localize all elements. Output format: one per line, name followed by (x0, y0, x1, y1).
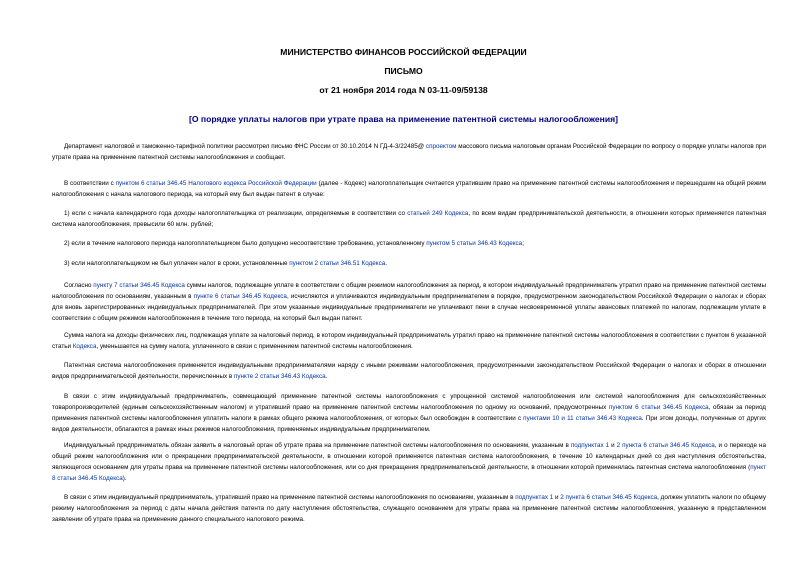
paragraph-text: . При этом доходы, полученные от других видов деятельности, облагаются в рамках иных режимов налогообложения, применяемых индивидуальным предпринимателем. (52, 415, 766, 434)
paragraph-text: (далее - Кодекс) налогоплательщик считается утратившим право на применение патентной системы налогообложения и перешедшим на общий режим налогообложения с начала налогового периода, на который ему был выдан патент в случае: (52, 180, 767, 199)
paragraph-text: , исчисляются и уплачиваются индивидуальным предпринимателем в порядке, предусмотренном законодательством Российской Федерации о налогах и сборах для вновь зарегистрированных индивидуальных предпринимателей. При этом указанные индивидуальные предприниматели не уплачивают пени в случае несвоевременной уплаты авансовых платежей по налогам, подлежащим уплате в соответствии с общим режимом налогообложения в течение того периода, на который был выдан патент. (52, 293, 766, 323)
paragraph-text: . (385, 260, 387, 267)
paragraph-text: 3) если налогоплательщиком не был уплачен налог в сроки, установленные (64, 260, 290, 267)
paragraph-text: . (325, 373, 328, 381)
document-link[interactable]: пункту 7 статьи 346.45 Кодекса (93, 282, 185, 289)
paragraph-text: В соответствии с (64, 180, 116, 187)
paragraph-condition-3 (52, 258, 766, 269)
document-link[interactable]: пункт 8 статьи 346.45 Кодекса (52, 464, 766, 483)
document-link[interactable]: пунктом 6 статьи 346.45 Налогового кодекса Российской Федерации (115, 180, 317, 187)
document-link[interactable]: пунктами 10 и 11 статьи 346.43 Кодекса (523, 415, 642, 423)
paragraph-payment-period (52, 492, 766, 525)
paragraph-text: Департамент налоговой и таможенно-тарифной политики рассмотрел письмо ФНС России от 30.10.2014 N ГД-4-3/22485@ (64, 143, 426, 150)
paragraph-notification (52, 440, 766, 484)
document-link[interactable]: подпунктах 1 (515, 494, 554, 501)
paragraph-text: , и о переходе на общий режим налогообложения или о прекращении предпринимательской деятельности, в отношении которой применяется патентная система налогообложения, в течение 10 календарных дней со дня наступления обстоятельства, являющегося основанием для утраты права на применение патентной системы налогообложения, или со дня прекращения предпринимательской деятельности, в отношении которой применялась патентная система налогообложения ( (52, 442, 766, 472)
paragraph-text: В связи с этим индивидуальный предприниматель, утративший право на применение патентной системы налогообложения по основаниям, указанным в (64, 494, 516, 501)
paragraph-text: , обязан за период применения патентной системы налогообложения уплатить налоги в рамках общего режима налогообложения, от которых был освобожден в соответствии с (52, 404, 766, 423)
paragraph-intro (52, 141, 766, 163)
paragraph-text: , должен уплатить налоги по общему режиму налогообложения за период с даты начала действия патента по дату наступления обстоятельства, служащего основанием для утраты права на применение патентной системы налогообложения, указанную в представленном заявлении об утрате права на применение данного специального налогового режима. (52, 494, 766, 524)
paragraph-loss-conditions (52, 178, 766, 200)
document-link[interactable]: пунктом 5 статьи 346.43 Кодекса (426, 240, 523, 247)
document-link[interactable]: пунктом 6 статьи 346.45 Кодекса (608, 404, 709, 412)
paragraph-text: массового письма налоговым органам Российской Федерации по вопросу о порядке уплаты налогов при утрате права на применение патентной системы налогообложения и сообщает. (52, 143, 766, 162)
paragraph-patent-system (52, 360, 766, 382)
paragraph-text: Согласно (64, 282, 94, 289)
paragraph-text: и (553, 494, 561, 501)
document-link[interactable]: спроектом (425, 143, 457, 150)
paragraph-text: В связи с этим индивидуальный предприниматель, совмещающий применение патентной системы налогообложения с упрощенной системой налогообложения или системой налогообложения для сельскохозяйственных товаропроизводителей (единым сельскохозяйственным налогом) и утративший право на применение патентной системы налогообложения по одному из оснований, предусмотренных (52, 393, 766, 412)
document-link[interactable]: 2 пункта 6 статьи 346.45 Кодекса (560, 494, 658, 501)
paragraph-tax-payment (52, 280, 766, 324)
document-link[interactable]: пунктом 2 статьи 346.51 Кодекса (289, 260, 386, 267)
paragraph-text: Сумма налога на доходы физических лиц, подлежащая уплате за налоговый период, в котором индивидуальный предприниматель утратил право на применение патентной системы налогообложения в соответствии с пунктом 6 указанной статьи (52, 332, 766, 351)
paragraph-text: ). (122, 475, 127, 483)
document-link[interactable]: 2 пункта 6 статьи 346.45 Кодекса (616, 442, 715, 449)
paragraph-condition-2 (52, 238, 766, 249)
paragraph-condition-1 (52, 208, 766, 230)
document-type-heading: ПИСЬМО (384, 66, 423, 76)
paragraph-text: , по всем видам предпринимательской деятельности, в отношении которых применяется патентная система налогообложения, превысили 60 млн. рублей; (52, 210, 767, 229)
paragraph-text: и (609, 442, 617, 449)
document-link[interactable]: пункте 6 статьи 346.45 Кодекса (193, 293, 287, 301)
document-subject: [О порядке уплаты налогов при утрате права на применение патентной системы налогообложения] (188, 114, 619, 124)
document-link[interactable]: Кодекса (72, 343, 97, 351)
paragraph-text: 2) если в течение налогового периода налогоплательщиком было допущено несоответствие требованию, установленному (64, 240, 427, 247)
paragraph-text: Патентная система налогообложения применяется индивидуальными предпринимателями наряду с иными режимами налогообложения, предусмотренными законодательством Российской Федерации о налогах и сборах в отношении видов предпринимательской деятельности, перечисленных в (52, 362, 766, 381)
document-date-number: от 21 ноября 2014 года N 03-11-09/59138 (319, 85, 488, 95)
document-link[interactable]: статьей 249 Кодекса (407, 210, 469, 217)
paragraph-text: Индивидуальный предприниматель обязан заявить в налоговый орган об утрате права на применение патентной системы налогообложения по основаниям, указанным в (64, 442, 571, 449)
document-link[interactable]: пункте 2 статьи 346.43 Кодекса (233, 373, 326, 381)
document-link[interactable]: подпунктах 1 (570, 442, 610, 449)
paragraph-text: ; (522, 240, 524, 247)
paragraph-text: суммы налогов, подлежащие уплате в соответствии с общим режимом налогообложения за период, в котором индивидуальный предприниматель утратил право на применение патентной системы налогообложения по основаниям, указанным в (52, 282, 766, 301)
paragraph-personal-income-tax (52, 330, 766, 352)
ministry-heading: МИНИСТЕРСТВО ФИНАНСОВ РОССИЙСКОЙ ФЕДЕРАЦИИ (280, 47, 527, 57)
paragraph-text: , уменьшается на сумму налога, уплаченного в связи с применением патентной системы налогообложения. (96, 343, 413, 351)
paragraph-text: 1) если с начала календарного года доходы налогоплательщика от реализации, определяемые в соответствии со (64, 210, 408, 217)
paragraph-combined-regimes (52, 391, 766, 435)
